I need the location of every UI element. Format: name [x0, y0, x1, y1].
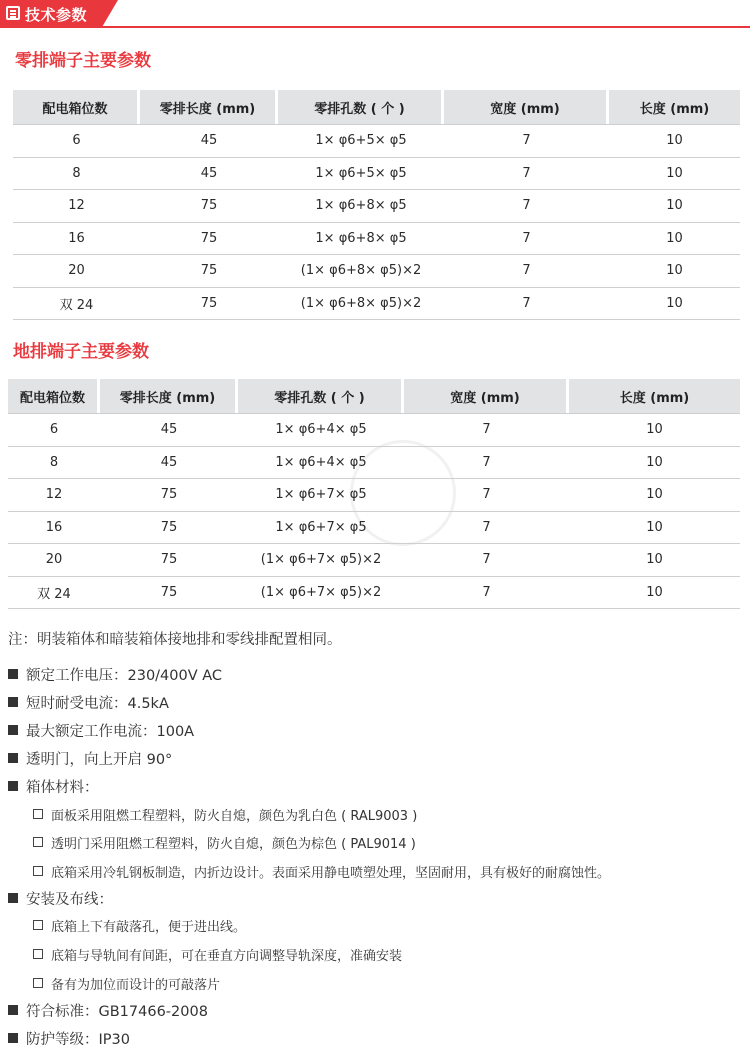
table-cell: 10	[609, 124, 740, 158]
spec-short-current	[8, 692, 169, 713]
table-row	[8, 577, 740, 610]
column-header: 配电箱位数	[8, 379, 100, 413]
bullet-square-icon	[8, 725, 18, 735]
bullet-square-icon	[8, 893, 18, 903]
spec-material-title	[8, 776, 99, 797]
table-row	[8, 479, 740, 512]
spec-text: 透明门采用阻燃工程塑料，防火自熄，颜色为棕色 ( PAL9014 )	[51, 837, 416, 852]
table-cell: 1× φ6+7× φ5	[238, 479, 404, 512]
column-header: 长度 (mm)	[569, 379, 740, 413]
column-header: 零排孔数 ( 个 )	[238, 379, 404, 413]
table-cell: 6	[13, 124, 140, 158]
section2-title: 地排端子主要参数	[13, 342, 149, 362]
table-cell: 7	[444, 288, 609, 321]
neutral-bar-table	[13, 90, 740, 320]
table-cell: 7	[404, 479, 569, 512]
spec-text: 底箱与导轨间有间距，可在垂直方向调整导轨深度，准确安装	[51, 949, 403, 964]
table-row	[8, 413, 740, 447]
table-row	[13, 158, 740, 191]
table-cell: 10	[609, 158, 740, 191]
spec-text: 安装及布线：	[26, 892, 113, 908]
spec-standard	[8, 1000, 208, 1021]
table-cell: 10	[609, 288, 740, 321]
table-cell: 1× φ6+4× φ5	[238, 447, 404, 480]
table-cell: 12	[8, 479, 100, 512]
table-cell: 7	[404, 512, 569, 545]
banner-underline	[0, 26, 750, 28]
table-cell: 75	[100, 512, 238, 545]
bullet-box-icon	[33, 978, 43, 988]
spec-install-1	[33, 916, 246, 935]
table-cell: 双 24	[13, 288, 140, 321]
column-header: 零排长度 (mm)	[140, 90, 278, 124]
column-header: 零排孔数 ( 个 )	[278, 90, 444, 124]
table-cell: 1× φ6+8× φ5	[278, 223, 444, 256]
table-cell: 20	[13, 255, 140, 288]
table-cell: 16	[13, 223, 140, 256]
bullet-square-icon	[8, 669, 18, 679]
spec-material-1	[33, 805, 417, 824]
table-cell: 6	[8, 413, 100, 447]
table-cell: 10	[569, 577, 740, 610]
table-cell: (1× φ6+7× φ5)×2	[238, 577, 404, 610]
bullet-box-icon	[33, 837, 43, 847]
section-banner	[0, 0, 750, 28]
bullet-square-icon	[8, 753, 18, 763]
spec-text: 面板采用阻燃工程塑料，防火自熄，颜色为乳白色 ( RAL9003 )	[51, 809, 418, 824]
table-cell: 8	[13, 158, 140, 191]
table-cell: 7	[404, 447, 569, 480]
table-cell: 45	[140, 158, 278, 191]
table-row	[8, 447, 740, 480]
table-cell: 1× φ6+8× φ5	[278, 190, 444, 223]
table-cell: (1× φ6+7× φ5)×2	[238, 544, 404, 577]
column-header: 配电箱位数	[13, 90, 140, 124]
spec-door	[8, 748, 172, 769]
table-cell: 双 24	[8, 577, 100, 610]
spec-install-2	[33, 945, 402, 964]
column-header: 宽度 (mm)	[404, 379, 569, 413]
bullet-box-icon	[33, 809, 43, 819]
spec-text: 短时耐受电流：4.5kA	[26, 696, 169, 712]
bullet-square-icon	[8, 1005, 18, 1015]
table-cell: 7	[444, 255, 609, 288]
spec-install-3	[33, 974, 220, 993]
table-cell: 10	[569, 544, 740, 577]
bullet-box-icon	[33, 949, 43, 959]
section1-title: 零排端子主要参数	[15, 51, 151, 71]
table-cell: 10	[569, 447, 740, 480]
column-header: 宽度 (mm)	[444, 90, 609, 124]
table-cell: 45	[100, 413, 238, 447]
spec-protection	[8, 1028, 130, 1049]
table-cell: 1× φ6+7× φ5	[238, 512, 404, 545]
table-cell: 7	[404, 413, 569, 447]
table-row	[8, 512, 740, 545]
ground-bar-table	[8, 379, 740, 609]
note-text: 注：明装箱体和暗装箱体接地排和零线排配置相同。	[8, 632, 342, 648]
spec-material-3	[33, 862, 610, 881]
table-cell: 10	[569, 479, 740, 512]
table-row	[13, 288, 740, 321]
table-cell: 7	[444, 158, 609, 191]
spec-text: 备有为加位而设计的可敲落片	[51, 978, 221, 993]
spec-material-2	[33, 833, 416, 852]
table-cell: 45	[140, 124, 278, 158]
table-row	[13, 223, 740, 256]
table-cell: 10	[609, 255, 740, 288]
table-cell: 7	[404, 577, 569, 610]
table-cell: 75	[100, 479, 238, 512]
table-cell: 75	[140, 255, 278, 288]
spec-text: 最大额定工作电流：100A	[26, 724, 195, 740]
table-row	[8, 544, 740, 577]
table-cell: 20	[8, 544, 100, 577]
table-cell: 16	[8, 512, 100, 545]
spec-text: 底箱上下有敲落孔，便于进出线。	[51, 920, 247, 935]
bullet-square-icon	[8, 697, 18, 707]
table-cell: 45	[100, 447, 238, 480]
table-row	[13, 124, 740, 158]
banner-title: 技术参数	[25, 6, 88, 24]
spec-text: 底箱采用冷轧钢板制造，内折边设计。表面采用静电喷塑处理，坚固耐用，具有极好的耐腐蚀性。	[51, 866, 611, 881]
table-cell: 7	[444, 190, 609, 223]
bullet-box-icon	[33, 866, 43, 876]
table-cell: 1× φ6+4× φ5	[238, 413, 404, 447]
document-icon	[6, 6, 20, 20]
table-cell: 75	[140, 288, 278, 321]
table-cell: 12	[13, 190, 140, 223]
table-row	[13, 190, 740, 223]
table-cell: 75	[100, 577, 238, 610]
table-row	[13, 255, 740, 288]
column-header: 零排长度 (mm)	[100, 379, 238, 413]
table-cell: 7	[444, 223, 609, 256]
table-cell: 1× φ6+5× φ5	[278, 158, 444, 191]
table-cell: 10	[569, 413, 740, 447]
bullet-square-icon	[8, 1033, 18, 1043]
bullet-square-icon	[8, 781, 18, 791]
column-header: 长度 (mm)	[609, 90, 740, 124]
spec-max-current	[8, 720, 194, 741]
table-cell: 75	[100, 544, 238, 577]
table-cell: 1× φ6+5× φ5	[278, 124, 444, 158]
table-cell: 10	[569, 512, 740, 545]
table-cell: (1× φ6+8× φ5)×2	[278, 255, 444, 288]
table-cell: 7	[444, 124, 609, 158]
table-cell: (1× φ6+8× φ5)×2	[278, 288, 444, 321]
table-cell: 75	[140, 223, 278, 256]
table-cell: 8	[8, 447, 100, 480]
spec-text: 防护等级：IP30	[26, 1032, 130, 1048]
bullet-box-icon	[33, 920, 43, 930]
table-cell: 10	[609, 223, 740, 256]
spec-text: 符合标准：GB17466-2008	[26, 1004, 208, 1020]
spec-text: 额定工作电压：230/400V AC	[26, 668, 223, 684]
spec-text: 透明门，向上开启 90°	[26, 752, 173, 768]
spec-text: 箱体材料：	[26, 780, 99, 796]
table-cell: 10	[609, 190, 740, 223]
table-cell: 7	[404, 544, 569, 577]
table-cell: 75	[140, 190, 278, 223]
spec-voltage	[8, 664, 222, 685]
spec-install-title	[8, 888, 113, 909]
